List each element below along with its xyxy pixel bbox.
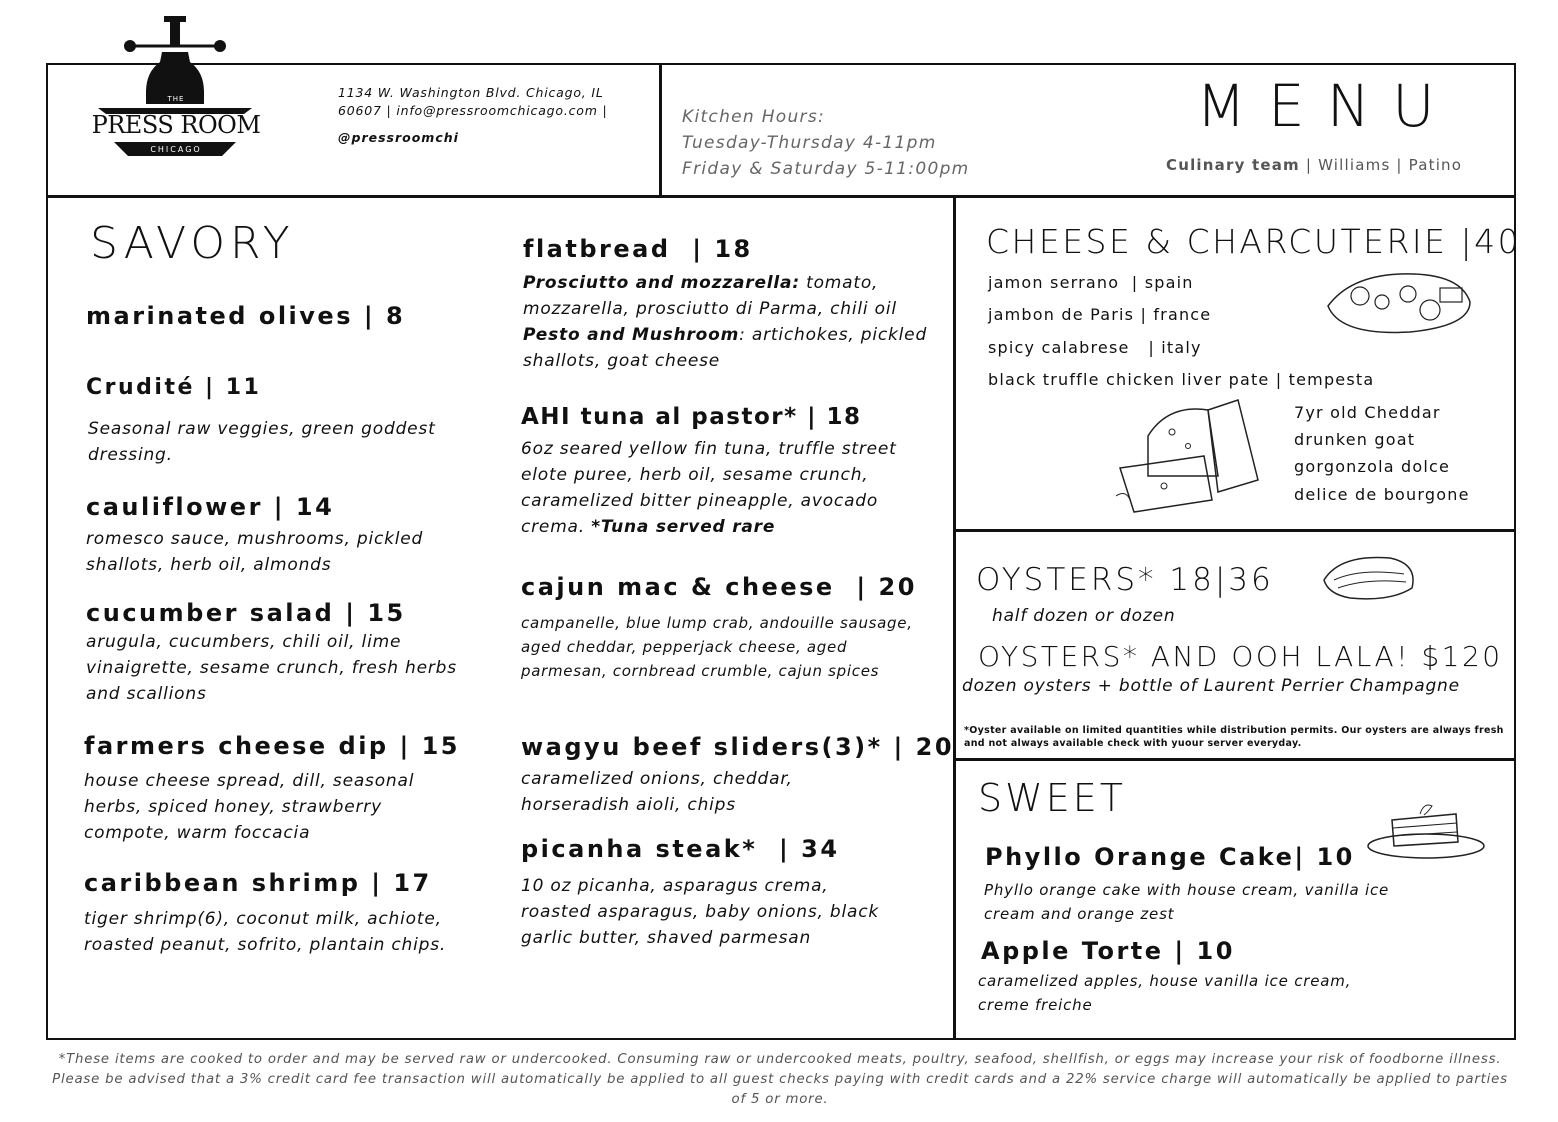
ahi-tuna-note: *Tuna served rare [591, 517, 776, 537]
logo-the: THE [167, 95, 185, 103]
cheese-cheddar: 7yr old Cheddar [1294, 403, 1441, 422]
cheese-title: CHEESE & CHARCUTERIE |40 [986, 222, 1522, 261]
logo-name: PRESS ROOM [91, 111, 261, 139]
cheese-oyster-divider [954, 529, 1516, 532]
culinary-team-label: Culinary team [1166, 156, 1300, 174]
social-handle: @pressroomchi [338, 130, 459, 145]
dish-cauliflower-desc: romesco sauce, mushrooms, pickled shallots, herb oil, almonds [86, 529, 424, 575]
dish-flatbread: flatbread | 18 [523, 235, 753, 263]
address: 1134 W. Washington Blvd. Chicago, IL 60607 | info@pressroomchicago.com | [338, 85, 608, 118]
oyster-icon [1320, 550, 1420, 604]
column-divider [953, 196, 956, 1040]
oysters-sub: half dozen or dozen [992, 606, 1176, 626]
dish-cucumber-salad: cucumber salad | 15 [86, 599, 406, 627]
dish-cauliflower: cauliflower | 14 [86, 493, 335, 521]
dish-apple-torte: Apple Torte | 10 [981, 937, 1235, 965]
kitchen-hours-title: Kitchen Hours: [682, 107, 826, 127]
dish-crudite: Crudité | 11 [86, 375, 262, 400]
dish-farmers-cheese-dip: farmers cheese dip | 15 [84, 732, 460, 760]
dish-ahi-tuna-desc [521, 436, 921, 540]
dish-cucumber-salad-desc: arugula, cucumbers, chili oil, lime vinaigrette, sesame crunch, fresh herbs and scallions [86, 632, 457, 704]
cheese-delice: delice de bourgone [1294, 485, 1470, 504]
dish-picanha-steak: picanha steak* | 34 [521, 835, 840, 863]
dish-farmers-cheese-dip-desc: house cheese spread, dill, seasonal herbs, spiced honey, strawberry compote, warm foccacia [84, 771, 415, 843]
dish-picanha-steak-desc: 10 oz picanha, asparagus crema, roasted asparagus, baby onions, black garlic butter, shaved parmesan [521, 876, 880, 948]
flatbread-option-1-label: Prosciutto and mozzarella: [523, 273, 800, 293]
dish-phyllo-orange-cake: Phyllo Orange Cake| 10 [985, 843, 1355, 871]
ahi-tuna-desc-text: 6oz seared yellow fin tuna, truffle street elote puree, herb oil, sesame crunch, caramelized bitter pineapple, avocado crema. [521, 439, 897, 537]
meat-jambon-de-paris: jambon de Paris | france [988, 305, 1212, 324]
header-vertical-divider [659, 63, 662, 196]
dish-ahi-tuna: AHI tuna al pastor* | 18 [521, 404, 862, 430]
menu-title: MENU [1196, 72, 1457, 140]
logo-city: CHICAGO [150, 145, 202, 154]
dish-apple-torte-desc: caramelized apples, house vanilla ice cream, creme freiche [978, 972, 1352, 1014]
oysters-ooh-lala-title: OYSTERS* AND OOH LALA! $120 [978, 640, 1503, 673]
dish-phyllo-orange-cake-desc: Phyllo orange cake with house cream, vanilla ice cream and orange zest [984, 881, 1390, 923]
cheese-gorgonzola: gorgonzola dolce [1294, 457, 1451, 476]
culinary-team-names: | Williams | Patino [1299, 156, 1463, 174]
meat-jamon-serrano: jamon serrano | spain [988, 273, 1194, 292]
oysters-title: OYSTERS* 18|36 [976, 562, 1274, 598]
dish-cajun-mac-desc: campanelle, blue lump crab, andouille sausage, aged cheddar, pepperjack cheese, aged parmesan, cornbread crumble, cajun spices [521, 614, 913, 680]
kitchen-hours-weekend: Friday & Saturday 5-11:00pm [682, 159, 970, 179]
dish-crudite-desc: Seasonal raw veggies, green goddest dressing. [88, 419, 436, 465]
meat-liver-pate: black truffle chicken liver pate | tempesta [988, 370, 1375, 389]
dish-marinated-olives: marinated olives | 8 [86, 302, 406, 330]
oysters-note: *Oyster available on limited quantities while distribution permits. Our oysters are always fresh and not always available check with yuour server everyday. [964, 725, 1504, 749]
dish-wagyu-sliders-desc: caramelized onions, cheddar, horseradish aioli, chips [521, 769, 793, 815]
cheese-drunken-goat: drunken goat [1294, 430, 1416, 449]
dish-caribbean-shrimp-desc: tiger shrimp(6), coconut milk, achiote, roasted peanut, sofrito, plantain chips. [84, 909, 447, 955]
header-divider [46, 195, 1516, 198]
kitchen-hours-weekday: Tuesday-Thursday 4-11pm [682, 133, 937, 153]
footer-disclaimer: *These items are cooked to order and may be served raw or undercooked. Consuming raw or undercooked meats, poultry, seafood, shellfish, or eggs may increase your risk of foodborne illness. Please be advised that a 3% credit card fee transaction will automatically be applied to all guest checks paying with credit cards and a 22% service charge will automatically be applied to parties of 5 or more. [52, 1052, 1508, 1107]
oyster-sweet-divider [954, 758, 1516, 761]
dish-cajun-mac: cajun mac & cheese | 20 [521, 573, 917, 601]
flatbread-option-2-label: Pesto and Mushroom [523, 325, 740, 345]
dish-caribbean-shrimp: caribbean shrimp | 17 [84, 869, 432, 897]
savory-title: SAVORY [90, 218, 295, 269]
dish-wagyu-sliders: wagyu beef sliders(3)* | 20 [521, 733, 955, 761]
dish-flatbread-desc [523, 270, 943, 374]
cheese-wedge-icon [1108, 396, 1276, 520]
oysters-ooh-lala-sub: dozen oysters + bottle of Laurent Perrier Champagne [962, 676, 1460, 696]
flatbread-option-1-desc: tomato, mozzarella, prosciutto di Parma, chili oil [523, 273, 897, 319]
cake-icon [1364, 798, 1490, 864]
sweet-title: SWEET [978, 776, 1126, 820]
charcuterie-board-icon [1320, 266, 1480, 342]
culinary-team [1166, 156, 1462, 174]
meat-spicy-calabrese: spicy calabrese | italy [988, 338, 1202, 357]
flatbread-option-2-desc: : artichokes, pickled shallots, goat cheese [523, 325, 928, 371]
